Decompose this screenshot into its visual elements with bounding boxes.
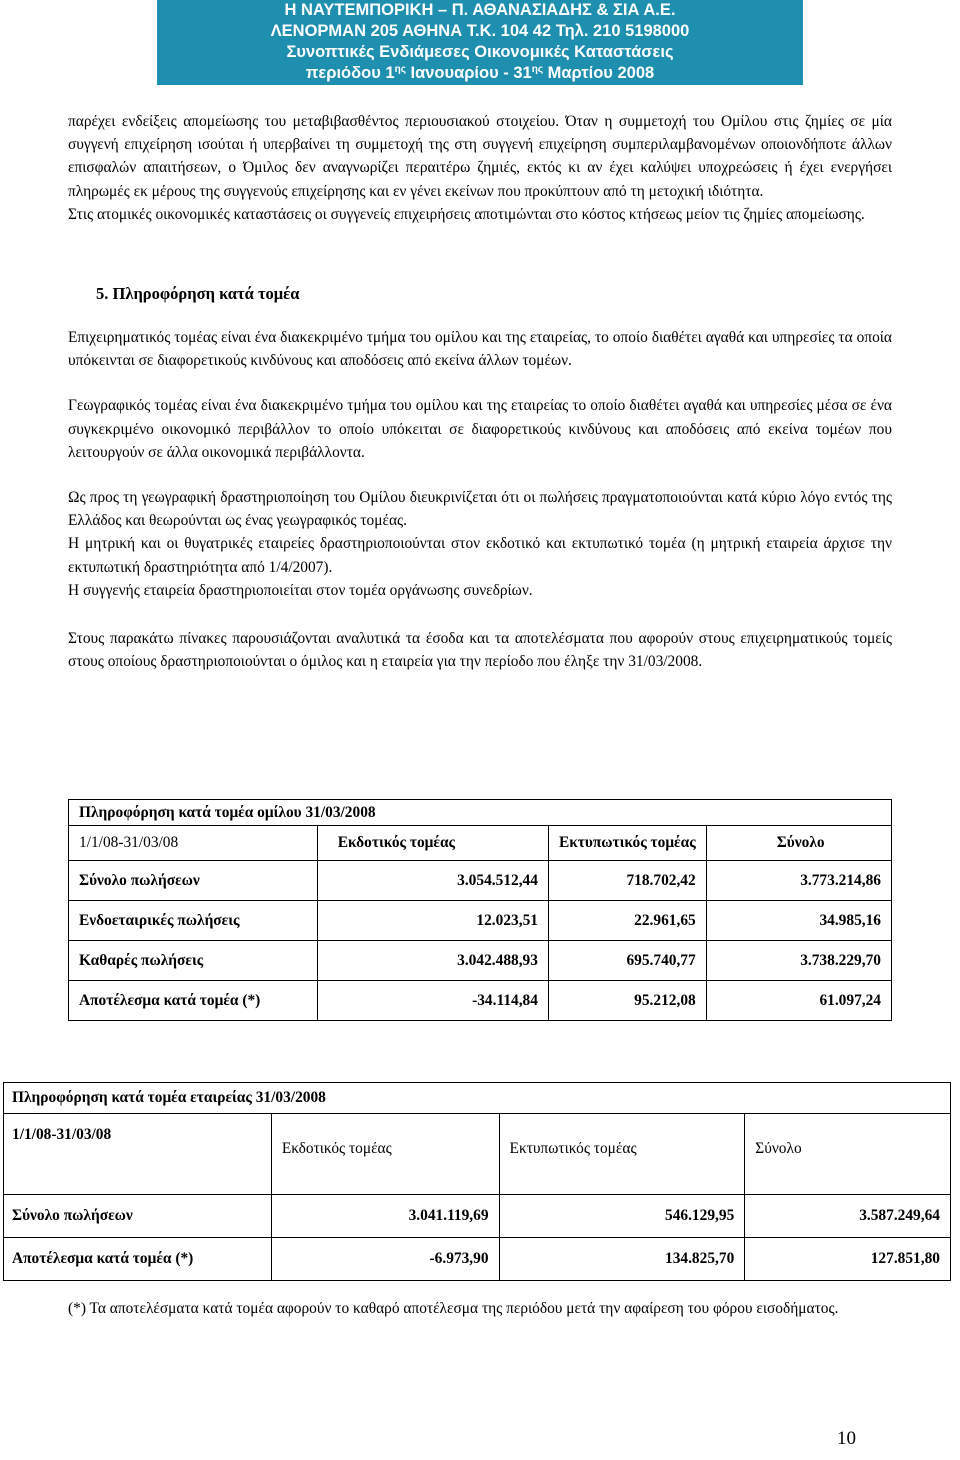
table-row: Καθαρές πωλήσεις 3.042.488,93 695.740,77 3.738.229,70	[69, 941, 892, 981]
paragraph: Η μητρική και οι θυγατρικές εταιρείες δραστηριοποιούνται στον εκδοτικό και εκτυπωτικό τομέα (η μητρική εταιρεία άρχισε την εκτυπωτική δραστηριότητα από 1/4/2007).	[68, 535, 892, 576]
table-title: Πληροφόρηση κατά τομέα ομίλου 31/03/2008	[69, 800, 892, 826]
paragraph: Η συγγενής εταιρεία δραστηριοποιείται στον τομέα οργάνωσης συνεδρίων.	[68, 581, 533, 599]
document-body	[68, 110, 892, 673]
column-header: Εκδοτικός τομέας	[317, 826, 548, 861]
company-segment-table	[3, 1082, 951, 1281]
column-header: Σύνολο	[745, 1114, 951, 1195]
header-report-title: Συνοπτικές Ενδιάμεσες Οικονομικές Καταστάσεις	[286, 43, 674, 61]
table-row: Σύνολο πωλήσεων 3.041.119,69 546.129,95 3.587.249,64	[4, 1195, 951, 1238]
paragraph: Επιχειρηματικός τομέας είναι ένα διακεκριμένο τμήμα του ομίλου και της εταιρείας, το οποίο διαθέτει αγαθά και υπηρεσίες τα οποία υπόκεινται σε διαφορετικούς κινδύνους και αποδόσεις από εκείνα άλλων τομέων.	[68, 329, 892, 370]
table-row: Αποτέλεσμα κατά τομέα (*) -6.973,90 134.825,70 127.851,80	[4, 1238, 951, 1281]
paragraph: Γεωγραφικός τομέας είναι ένα διακεκριμένο τμήμα του ομίλου και της εταιρείας το οποίο διαθέτει αγαθά και υπηρεσίες μέσα σε ένα συγκεκριμένο οικονομικό περιβάλλον το οποίο υπόκειται σε διαφορετικούς κινδύνους και αποδόσεις από εκείνα τομέων που λειτουργούν σε άλλα οικονομικά περιβάλλοντα.	[68, 397, 892, 461]
column-header: Εκτυπωτικός τομέας	[499, 1114, 745, 1195]
column-header: Εκδοτικός τομέας	[271, 1114, 499, 1195]
header-address: ΛΕΝΟΡΜΑΝ 205 ΑΘΗΝΑ Τ.Κ. 104 42 Τηλ. 210 5198000	[270, 22, 690, 40]
paragraph: Ως προς τη γεωγραφική δραστηριοποίηση του Ομίλου διευκρινίζεται ότι οι πωλήσεις πραγματοποιούνται κατά κύριο λόγο εντός της Ελλάδος και θεωρούνται ως ένας γεωγραφικός τομέας.	[68, 489, 892, 530]
column-header: Εκτυπωτικός τομέας	[548, 826, 706, 861]
group-segment-table	[68, 799, 892, 1021]
header-company-name: Η ΝΑΥΤΕΜΠΟΡΙΚΗ – Π. ΑΘΑΝΑΣΙΑΔΗΣ & ΣΙΑ Α.Ε.	[284, 1, 676, 19]
document-header	[157, 0, 803, 85]
table-period: 1/1/08-31/03/08	[69, 826, 318, 861]
column-header: Σύνολο	[706, 826, 891, 861]
paragraph: Στις ατομικές οικονομικές καταστάσεις οι συγγενείς επιχειρήσεις αποτιμώνται στο κόστος κτήσεως μείον τις ζημίες απομείωσης.	[68, 205, 865, 223]
paragraph: Στους παρακάτω πίνακες παρουσιάζονται αναλυτικά τα έσοδα και τα αποτελέσματα που αφορούν στους επιχειρηματικούς τομείς στους οποίους δραστηριοποιούνται ο όμιλος και η εταιρεία για την περίοδο που έληξε την 31/03/2008.	[68, 630, 892, 671]
paragraph: παρέχει ενδείξεις απομείωσης του μεταβιβασθέντος περιουσιακού στοιχείου. Όταν η συμμετοχή του Ομίλου στις ζημίες σε μία συγγενή επιχείρηση ισούται ή υπερβαίνει τη συμμετοχή της στη συγγενή επιχείρηση συμπεριλαμβανομένων οποιονδήποτε άλλων επισφαλών απαιτήσεων, ο Όμιλος δεν αναγνωρίζει περαιτέρω ζημιές, εκτός κι αν έχει καλύψει υποχρεώσεις ή έχει ενεργήσει πληρωμές εκ μέρους της συγγενούς επιχείρησης και εν γένει εκείνων που προκύπτουν από τη μετοχική ιδιότητα.	[68, 113, 892, 200]
table-period: 1/1/08-31/03/08	[4, 1114, 272, 1195]
header-period: περιόδου $1^{\eta\varsigma}$ Ιανουαρίου - $31^{\eta\varsigma}$ Μαρτίου 2008	[305, 64, 655, 82]
table-row: Σύνολο πωλήσεων 3.054.512,44 718.702,42 3.773.214,86	[69, 861, 892, 901]
page-number: 10	[837, 1428, 856, 1449]
table-title: Πληροφόρηση κατά τομέα εταιρείας 31/03/2008	[4, 1083, 951, 1114]
section-heading: 5. Πληροφόρηση κατά τομέα	[96, 284, 300, 304]
table-row: Αποτέλεσμα κατά τομέα (*) -34.114,84 95.212,08 61.097,24	[69, 981, 892, 1021]
table-row: Ενδοεταιρικές πωλήσεις 12.023,51 22.961,65 34.985,16	[69, 901, 892, 941]
footnote: (*) Τα αποτελέσματα κατά τομέα αφορούν το καθαρό αποτέλεσμα της περιόδου μετά την αφαίρεση του φόρου εισοδήματος.	[68, 1300, 839, 1317]
